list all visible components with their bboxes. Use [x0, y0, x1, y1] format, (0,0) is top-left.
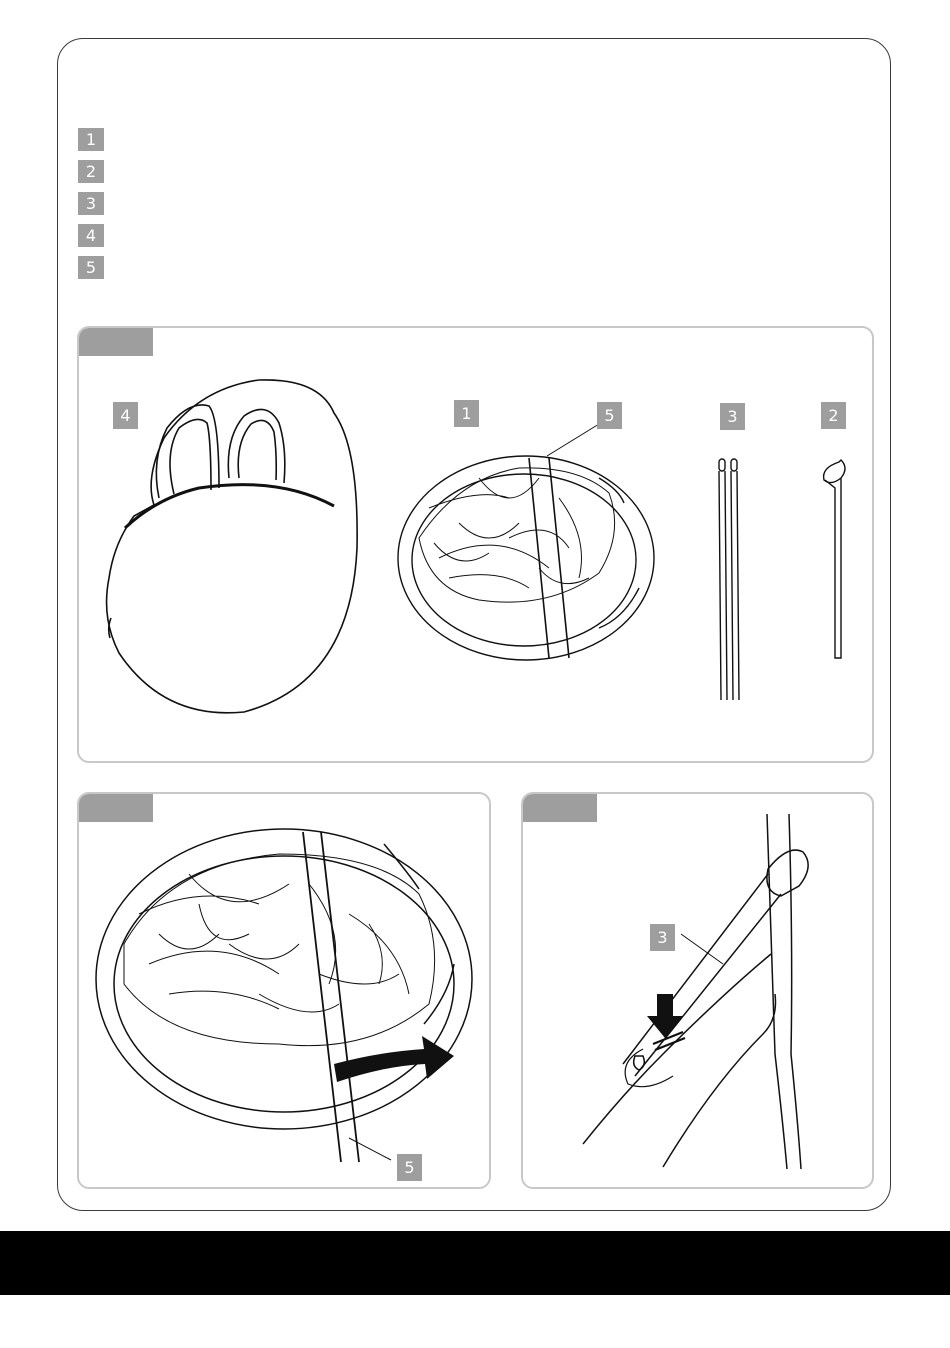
part-number-badge: 5 [78, 256, 104, 279]
part-number-badge: 2 [78, 160, 104, 183]
part-number-badge: 4 [78, 224, 104, 247]
parts-list-item [78, 256, 104, 279]
callout-peg: 2 [821, 402, 846, 429]
callout-tent: 1 [454, 400, 479, 427]
part-number-badge: 1 [78, 128, 104, 151]
part-number-badge: 3 [78, 192, 104, 215]
parts-list-item [78, 128, 104, 151]
components-illustration [79, 328, 876, 765]
step-panel-insert-pole [521, 792, 874, 1189]
bag-illustration [107, 380, 358, 713]
parts-list-item [78, 224, 104, 247]
components-panel [77, 326, 874, 763]
release-strap-illustration [79, 794, 493, 1191]
callout-bag: 4 [113, 402, 138, 429]
insert-pole-illustration [523, 794, 876, 1191]
callout-poles: 3 [720, 403, 745, 430]
callout-pole: 3 [650, 924, 675, 951]
peg-illustration [824, 460, 845, 658]
callout-strap: 5 [397, 1154, 422, 1181]
poles-illustration [719, 459, 739, 700]
packed-tent-illustration [398, 424, 654, 660]
parts-list-item [78, 192, 104, 215]
parts-list-item [78, 160, 104, 183]
step-panel-release-strap [77, 792, 491, 1189]
callout-strap: 5 [597, 402, 622, 429]
footer-bar [0, 1231, 950, 1295]
